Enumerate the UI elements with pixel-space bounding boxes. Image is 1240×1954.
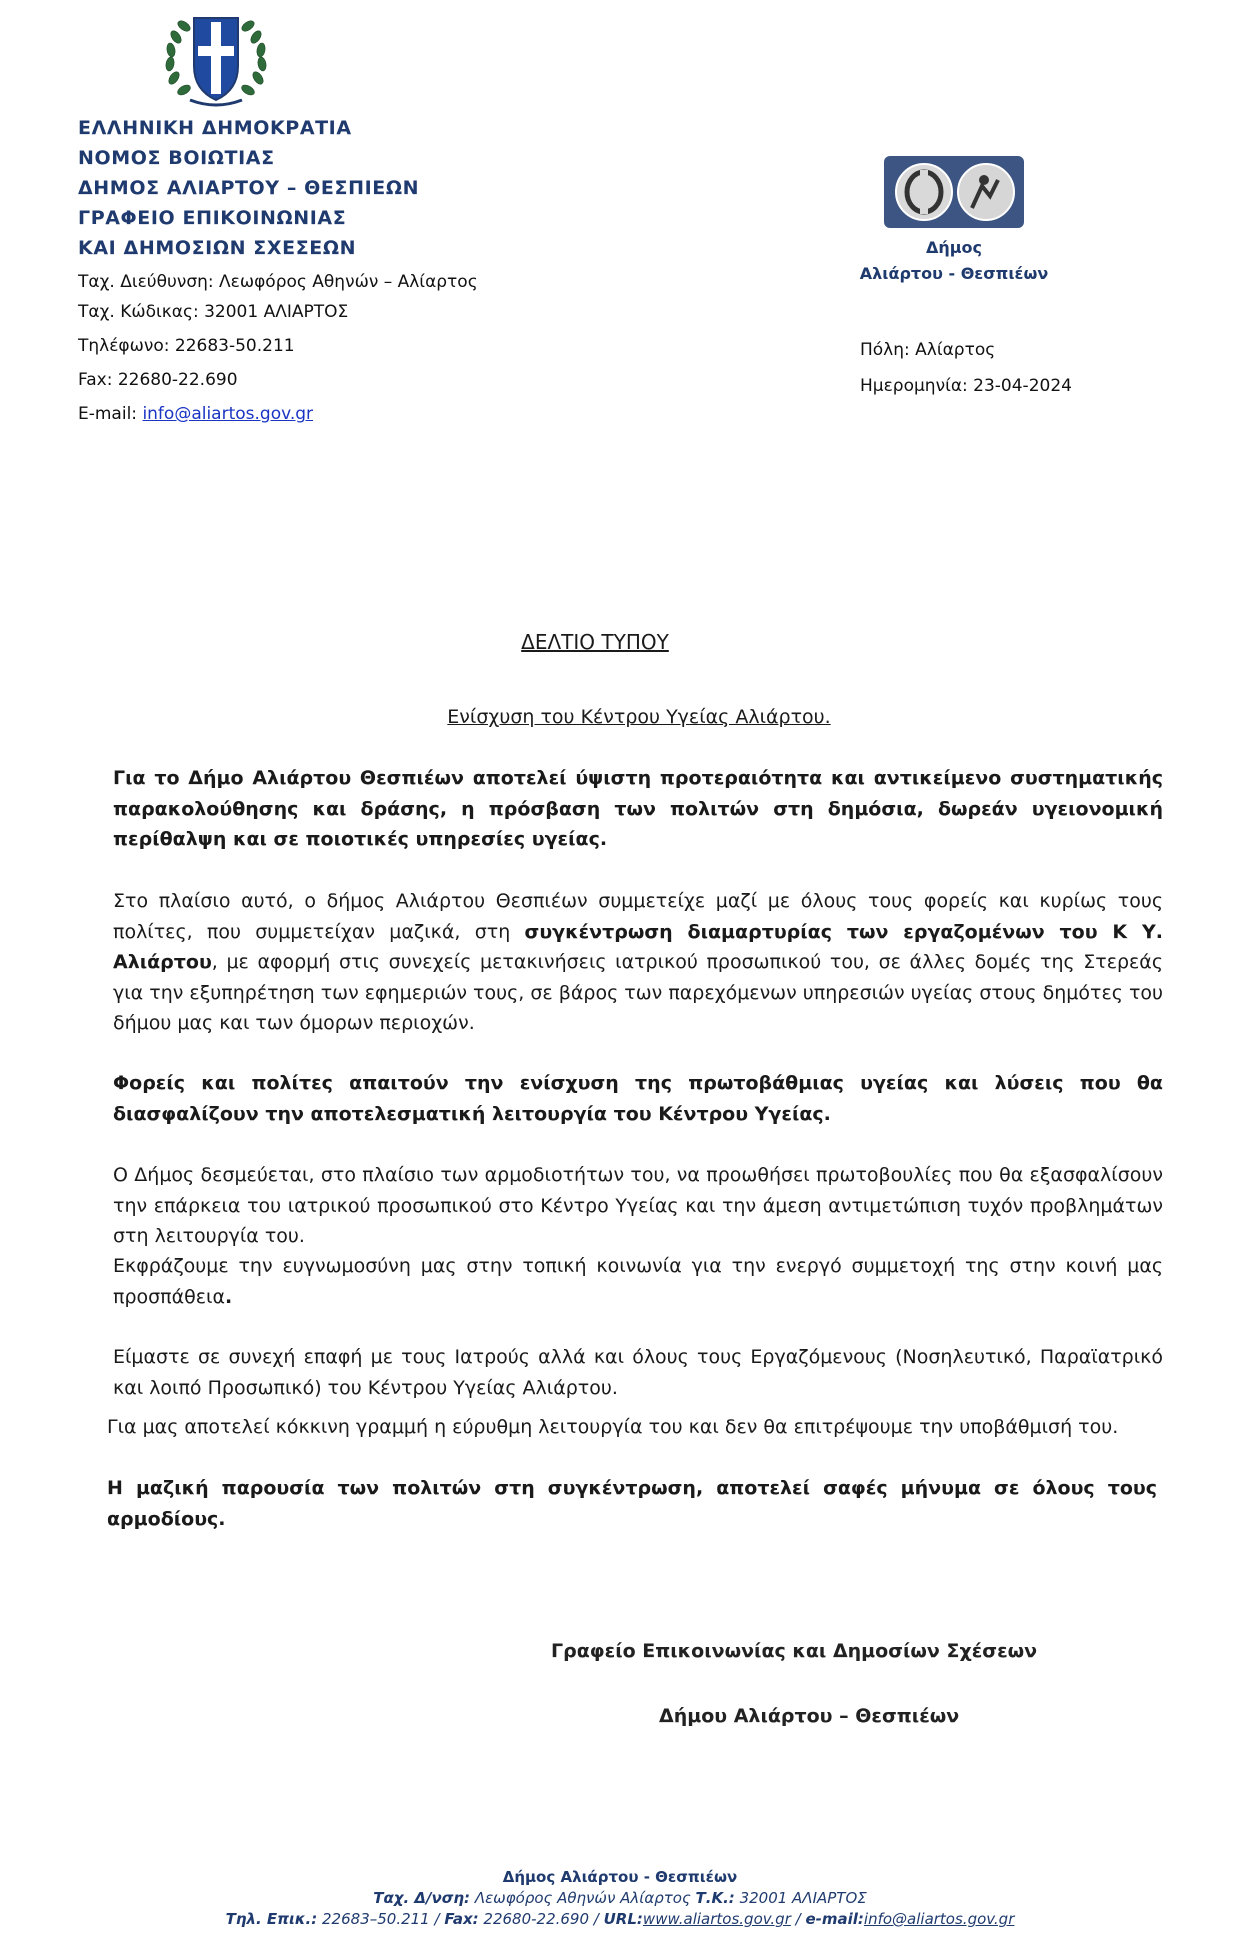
municipality-name-line1: Δήμος: [925, 238, 983, 257]
paragraph-5: [113, 1251, 1163, 1312]
fax-line: Fax: 22680-22.690: [78, 370, 238, 390]
footer-url-label: URL:: [603, 1910, 643, 1928]
email-label: E-mail:: [78, 404, 143, 424]
phone-line: Τηλέφωνο: 22683-50.211: [78, 336, 295, 356]
paragraph-2-highlight: συγκέντρωση διαμαρτυρίας των εργαζομένων του Κ Υ. Αλιάρτου: [113, 920, 1163, 973]
email-link[interactable]: info@aliartos.gov.gr: [142, 404, 314, 424]
paragraph-1: Για το Δήμο Αλιάρτου Θεσπιέων αποτελεί ύψιστη προτεραιότητα και αντικείμενο συστηματικής παρακολούθησης και δράσης, η πρόσβαση των πολιτών στη δημόσια, δωρεάν υγειονομική περίθαλψη και σε ποιοτικές υπηρεσίες υγείας.: [113, 767, 1163, 850]
org-line-office: ΓΡΑΦΕΙΟ ΕΠΙΚΟΙΝΩΝΙΑΣ: [78, 207, 347, 229]
greek-coat-of-arms-logo: [160, 8, 272, 112]
footer-municipality: Δήμος Αλιάρτου - Θεσπιέων: [502, 1868, 738, 1886]
postal-code-line: Ταχ. Κώδικας: 32001 ΑΛΙΑΡΤΟΣ: [78, 302, 349, 322]
paragraph-2-text-c: , με αφορμή στις συνεχείς μετακινήσεις ιατρικού προσωπικού του, σε άλλες δομές της Στερεάς για την εξυπηρέτηση των εφημεριών τους, σε βάρος των παρεχόμενων υπηρεσιών υγείας στους δημότες του δήμου μας και των όμορων περιοχών.: [113, 951, 1163, 1034]
footer-address-value: Λεωφόρος Αθηνών Αλίαρτος: [470, 1889, 696, 1907]
paragraph-5-period: .: [224, 1285, 233, 1308]
footer-email-label: e-mail:: [805, 1910, 864, 1928]
footer-address-label: Ταχ. Δ/νση:: [373, 1889, 471, 1907]
footer-fax-value: 22680-22.690 /: [478, 1910, 604, 1928]
date-line: Ημερομηνία: 23-04-2024: [860, 376, 1072, 396]
org-line-municipality: ΔΗΜΟΣ ΑΛΙΑΡΤΟΥ – ΘΕΣΠΙΕΩΝ: [78, 177, 420, 199]
signature-municipality: Δήμου Αλιάρτου – Θεσπιέων: [659, 1705, 960, 1727]
paragraph-6: Είμαστε σε συνεχή επαφή με τους Ιατρούς αλλά και όλους τους Εργαζόμενους (Νοσηλευτικό, Παραϊατρικό και λοιπό Προσωπικό) του Κέντρου Υγείας Αλιάρτου.: [113, 1346, 1163, 1399]
address-line: Ταχ. Διεύθυνση: Λεωφόρος Αθηνών – Αλίαρτος: [78, 272, 478, 292]
footer-separator: /: [790, 1910, 806, 1928]
paragraph-5-text: Εκφράζουμε την ευγνωμοσύνη μας στην τοπική κοινωνία για την ενεργό συμμετοχή της στην κοινή μας προσπάθεια: [113, 1255, 1163, 1308]
email-line: [78, 404, 313, 424]
paragraph-8: Η μαζική παρουσία των πολιτών στη συγκέντρωση, αποτελεί σαφές μήνυμα σε όλους τους αρμοδίους.: [107, 1477, 1157, 1530]
paragraph-2: [113, 886, 1163, 1039]
org-line-prefecture: ΝΟΜΟΣ ΒΟΙΩΤΙΑΣ: [78, 147, 275, 169]
footer-email-link[interactable]: info@aliartos.gov.gr: [863, 1910, 1015, 1928]
org-line-office-2: ΚΑΙ ΔΗΜΟΣΙΩΝ ΣΧΕΣΕΩΝ: [78, 237, 357, 259]
footer-contact-line: [0, 1910, 1240, 1928]
municipality-coins-logo: [884, 156, 1024, 228]
signature-office: Γραφείο Επικοινωνίας και Δημοσίων Σχέσεων: [551, 1640, 1038, 1662]
footer-tel-value: 22683–50.211 /: [317, 1910, 445, 1928]
municipality-name-line2: Αλιάρτου - Θεσπιέων: [859, 264, 1049, 283]
footer-tel-label: Τηλ. Επικ.:: [225, 1910, 318, 1928]
paragraph-2-text-a: Στο πλαίσιο αυτό, ο δήμος Αλιάρτου Θεσπιέων συμμετείχε μαζί με όλους τους φορείς και κυρίως τους πολίτες, που συμμετείχαν μαζικά, στη: [113, 890, 1163, 943]
paragraph-3: Φορείς και πολίτες απαιτούν την ενίσχυση της πρωτοβάθμιας υγείας και λύσεις που θα διασφαλίζουν την αποτελεσματική λειτουργία του Κέντρου Υγείας.: [113, 1072, 1163, 1125]
paragraph-4: Ο Δήμος δεσμεύεται, στο πλαίσιο των αρμοδιοτήτων του, να προωθήσει πρωτοβουλίες που θα εξασφαλίσουν την επάρκεια του ιατρικού προσωπικού στο Κέντρο Υγείας και την άμεση αντιμετώπιση τυχόν προβλημάτων στη λειτουργία του.: [113, 1164, 1163, 1247]
city-line: Πόλη: Αλίαρτος: [860, 340, 996, 360]
org-line-republic: ΕΛΛΗΝΙΚΗ ΔΗΜΟΚΡΑΤΙΑ: [78, 117, 352, 139]
document-subtitle: Ενίσχυση του Κέντρου Υγείας Αλιάρτου.: [447, 706, 831, 728]
document-title: ΔΕΛΤΙΟ ΤΥΠΟΥ: [521, 630, 669, 654]
footer-tk-label: Τ.Κ.:: [695, 1889, 735, 1907]
footer-tk-value: 32001 ΑΛΙΑΡΤΟΣ: [734, 1889, 867, 1907]
footer-address-line: [0, 1889, 1240, 1907]
footer-fax-label: Fax:: [444, 1910, 479, 1928]
paragraph-7: Για μας αποτελεί κόκκινη γραμμή η εύρυθμη λειτουργία του και δεν θα επιτρέψουμε την υποβάθμισή του.: [107, 1416, 1119, 1438]
footer-url-link[interactable]: www.aliartos.gov.gr: [642, 1910, 791, 1928]
